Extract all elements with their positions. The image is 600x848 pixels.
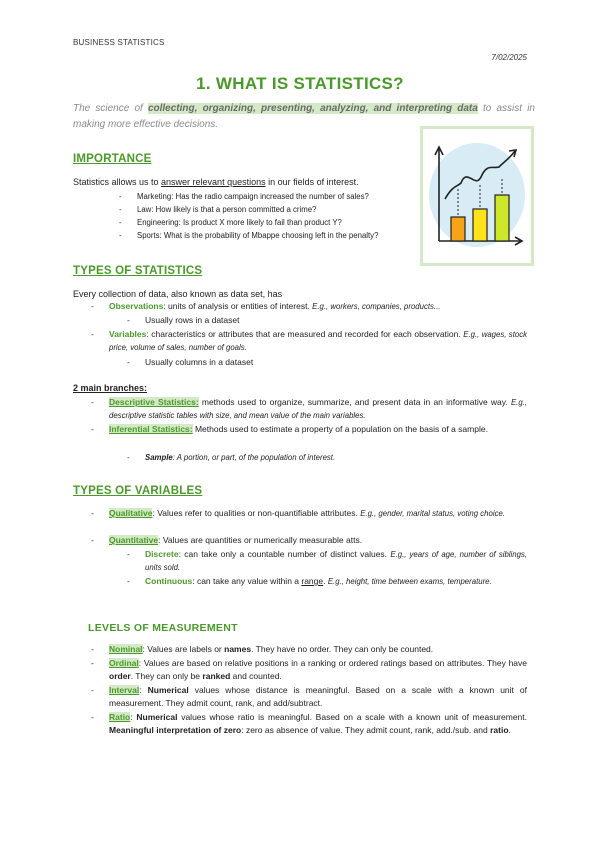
list-dash: - bbox=[127, 549, 130, 559]
main-branches-label: 2 main branches: bbox=[73, 383, 148, 393]
list-dash: - bbox=[91, 301, 94, 311]
continuous-example: E.g., height, time between exams, temperature. bbox=[327, 577, 492, 586]
ordinal-bold: order bbox=[109, 671, 131, 681]
observations-def: : units of analysis or entities of interest. bbox=[163, 301, 313, 311]
types-of-variables-heading: TYPES OF VARIABLES bbox=[73, 485, 203, 497]
observations-subitem bbox=[127, 314, 525, 327]
bar-green bbox=[495, 195, 509, 241]
intro-highlight: collecting, organizing, presenting, analyzing, and interpreting data bbox=[147, 103, 478, 114]
course-header: BUSINESS STATISTICS bbox=[73, 38, 165, 47]
observations-example: E.g., workers, companies, products... bbox=[312, 302, 441, 311]
ratio-item bbox=[91, 711, 527, 737]
list-dash: - bbox=[91, 329, 94, 339]
levels-of-measurement-heading: LEVELS OF MEASUREMENT bbox=[88, 622, 238, 634]
ratio-term: Ratio bbox=[109, 712, 131, 722]
ordinal-term: Ordinal bbox=[109, 658, 139, 668]
ratio-text: . bbox=[508, 725, 511, 735]
growth-chart-illustration bbox=[420, 126, 534, 266]
inferential-stats-def: Methods used to estimate a property of a population on the basis of a sample. bbox=[192, 424, 488, 434]
sample-subitem bbox=[127, 451, 525, 464]
descriptive-stats-def: methods used to organize, summarize, and present data in an informative way. bbox=[198, 397, 511, 407]
list-dash: - bbox=[91, 712, 94, 722]
quantitative-def: : Values are quantities or numerically measurable atts. bbox=[158, 535, 363, 545]
continuous-range: range bbox=[301, 576, 324, 586]
continuous-term: Continuous bbox=[145, 576, 193, 586]
variables-def: : characteristics or attributes that are measured and recorded for each observation. bbox=[146, 329, 464, 339]
list-dash: - bbox=[127, 453, 130, 462]
list-dash: - bbox=[91, 685, 94, 695]
ordinal-item bbox=[91, 657, 527, 683]
types-of-statistics-heading: TYPES OF STATISTICS bbox=[73, 265, 203, 277]
ratio-bold: Meaningful interpretation of zero bbox=[109, 725, 242, 735]
variables-item bbox=[91, 328, 527, 354]
interval-bold: Numerical bbox=[147, 685, 189, 695]
sample-term: Sample bbox=[145, 453, 173, 462]
importance-lead-pre: Statistics allows us to bbox=[73, 177, 162, 187]
intro-post: to assist in making more effective decisions. bbox=[73, 103, 535, 130]
interval-item bbox=[91, 684, 527, 710]
quantitative-item bbox=[91, 534, 527, 547]
discrete-subitem bbox=[127, 548, 528, 574]
qualitative-def: : Values refer to qualities or non-quantifiable attributes. bbox=[152, 508, 361, 518]
list-dash: - bbox=[91, 424, 94, 434]
continuous-subitem bbox=[127, 575, 527, 588]
ratio-text: : bbox=[130, 712, 137, 722]
list-item bbox=[119, 229, 437, 242]
types-stats-lead: Every collection of data, also known as data set, has bbox=[73, 289, 283, 299]
list-dash: - bbox=[91, 535, 94, 545]
inferential-stats-item bbox=[91, 423, 527, 436]
nominal-text: : Values are labels or bbox=[142, 644, 225, 654]
growth-chart-icon bbox=[423, 129, 531, 263]
descriptive-stats-item bbox=[91, 396, 527, 422]
list-item bbox=[119, 216, 437, 229]
intro-pre: The science of bbox=[73, 103, 148, 114]
list-dash: - bbox=[127, 315, 130, 325]
bar-orange bbox=[451, 217, 465, 241]
observations-term: Observations bbox=[109, 301, 164, 311]
variables-sub-text: Usually columns in a dataset bbox=[145, 357, 254, 367]
ratio-text: : zero as absence of value. They admit count, rank, add./sub. and bbox=[241, 725, 491, 735]
qualitative-item bbox=[91, 507, 527, 520]
inferential-stats-term: Inferential Statistics: bbox=[109, 424, 193, 434]
nominal-text: . They have no order. They can only be counted. bbox=[251, 644, 434, 654]
list-item bbox=[119, 203, 437, 216]
bar-yellow bbox=[473, 209, 487, 241]
observations-item bbox=[91, 300, 529, 313]
ordinal-text: : Values are based on relative positions in a ranking or ordered ratings based on attributes. They have bbox=[138, 658, 527, 668]
list-item-text: Marketing: Has the radio campaign increased the number of sales? bbox=[137, 192, 369, 201]
variables-subitem bbox=[127, 356, 525, 369]
importance-lead-underlined: answer relevant questions bbox=[161, 177, 266, 187]
variables-example: E.g., wages, stock price, volume of sales, number of goals. bbox=[109, 330, 527, 352]
list-dash: - bbox=[91, 397, 94, 407]
quantitative-term: Quantitative bbox=[109, 535, 159, 545]
list-dash: - bbox=[91, 644, 94, 654]
list-dash: - bbox=[127, 576, 130, 586]
ordinal-bold: ranked bbox=[202, 671, 231, 681]
observations-sub-text: Usually rows in a dataset bbox=[145, 315, 240, 325]
importance-lead bbox=[73, 177, 359, 187]
page-title: 1. WHAT IS STATISTICS? bbox=[196, 74, 404, 93]
list-item bbox=[119, 190, 437, 203]
importance-lead-post: in our fields of interest. bbox=[265, 177, 359, 187]
ratio-bold: ratio bbox=[490, 725, 509, 735]
list-dash: - bbox=[119, 231, 122, 240]
ratio-bold: Numerical bbox=[136, 712, 178, 722]
qualitative-term: Qualitative bbox=[109, 508, 153, 518]
descriptive-stats-term: Descriptive Statistics: bbox=[109, 397, 199, 407]
ordinal-text: and counted. bbox=[230, 671, 282, 681]
ratio-text: values whose ratio is meaningful. Based on a scale with a known unit of measurement. bbox=[177, 712, 527, 722]
date-header: 7/02/2025 bbox=[491, 53, 527, 62]
qualitative-example: E.g., gender, marital status, voting choice. bbox=[360, 509, 505, 518]
discrete-def: : can take only a countable number of distinct values. bbox=[178, 549, 391, 559]
sample-def: : A portion, or part, of the population of interest. bbox=[172, 453, 336, 462]
ordinal-text: . They can only be bbox=[130, 671, 203, 681]
list-item-text: Engineering: Is product X more likely to fail than product Y? bbox=[137, 218, 342, 227]
continuous-def-2: . bbox=[323, 576, 328, 586]
interval-text: values whose distance is meaningful. Based on a scale with a known unit of measurement. They admit count, rank, and add/subtract. bbox=[109, 685, 527, 708]
continuous-def-1: : can take any value within a bbox=[192, 576, 302, 586]
interval-term: Interval bbox=[109, 685, 140, 695]
discrete-example: E.g., years of age, number of siblings, units sold. bbox=[145, 550, 528, 572]
list-item-text: Law: How likely is that a person committed a crime? bbox=[137, 205, 317, 214]
descriptive-stats-example: E.g., descriptive statistic tables with size, and mean value of the main variables. bbox=[109, 398, 527, 420]
interval-text: : bbox=[139, 685, 148, 695]
nominal-term: Nominal bbox=[109, 644, 143, 654]
list-dash: - bbox=[91, 658, 94, 668]
list-item-text: Sports: What is the probability of Mbappe choosing left in the penalty? bbox=[137, 231, 379, 240]
variables-term: Variables bbox=[109, 329, 147, 339]
discrete-term: Discrete bbox=[145, 549, 179, 559]
importance-heading: IMPORTANCE bbox=[73, 153, 152, 165]
list-dash: - bbox=[119, 205, 122, 214]
list-dash: - bbox=[127, 357, 130, 367]
list-dash: - bbox=[119, 192, 122, 201]
list-dash: - bbox=[119, 218, 122, 227]
nominal-item bbox=[91, 643, 527, 656]
nominal-bold: names bbox=[224, 644, 252, 654]
list-dash: - bbox=[91, 508, 94, 518]
